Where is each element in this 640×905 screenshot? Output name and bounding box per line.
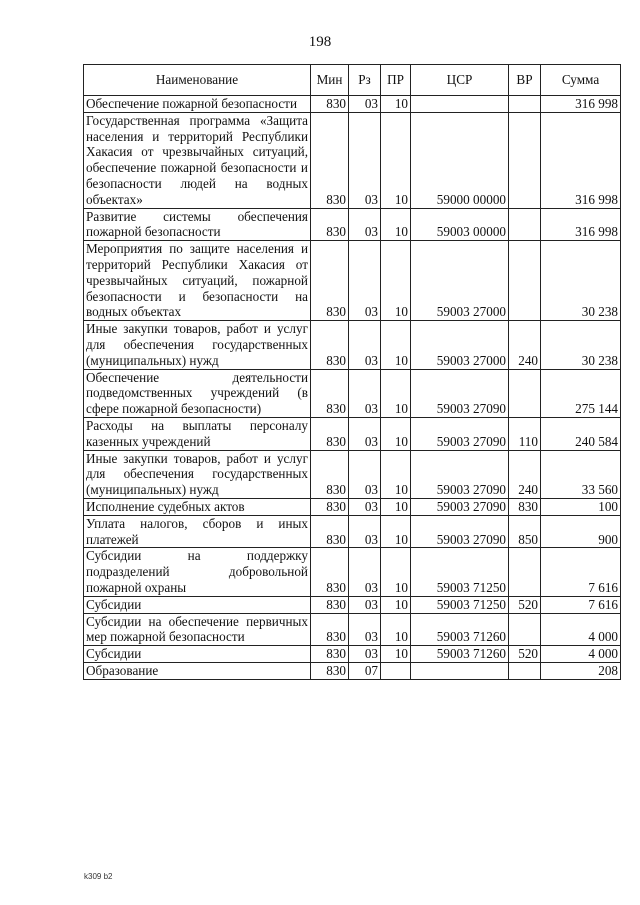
cell-pr: 10 — [381, 646, 411, 663]
header-vr: ВР — [509, 65, 541, 96]
cell-name: Развитие системы обеспечения пожарной безопасности — [84, 208, 311, 241]
cell-sum: 30 238 — [541, 241, 621, 321]
cell-pr: 10 — [381, 208, 411, 241]
cell-name: Расходы на выплаты персоналу казенных учреждений — [84, 417, 311, 450]
cell-name: Субсидии — [84, 596, 311, 613]
cell-min: 830 — [311, 369, 349, 417]
cell-csr: 59003 71250 — [411, 548, 509, 596]
table-row — [84, 646, 621, 663]
cell-rz: 03 — [349, 112, 381, 208]
cell-vr — [509, 662, 541, 679]
table-row — [84, 613, 621, 646]
cell-csr: 59003 00000 — [411, 208, 509, 241]
table-row — [84, 498, 621, 515]
table-body — [84, 96, 621, 680]
cell-min: 830 — [311, 515, 349, 548]
cell-sum: 900 — [541, 515, 621, 548]
footer-code: k309 b2 — [84, 872, 113, 881]
cell-csr — [411, 96, 509, 113]
cell-pr: 10 — [381, 369, 411, 417]
cell-min: 830 — [311, 96, 349, 113]
cell-csr: 59003 27090 — [411, 369, 509, 417]
cell-name: Обеспечение деятельности подведомственных учреждений (в сфере пожарной безопасности) — [84, 369, 311, 417]
cell-csr: 59003 27090 — [411, 450, 509, 498]
cell-vr: 520 — [509, 596, 541, 613]
cell-min: 830 — [311, 662, 349, 679]
cell-sum: 33 560 — [541, 450, 621, 498]
cell-sum: 316 998 — [541, 208, 621, 241]
cell-rz: 03 — [349, 450, 381, 498]
table-row — [84, 96, 621, 113]
cell-csr — [411, 662, 509, 679]
cell-csr: 59003 27090 — [411, 498, 509, 515]
cell-name: Образование — [84, 662, 311, 679]
cell-pr: 10 — [381, 498, 411, 515]
header-name: Наименование — [84, 65, 311, 96]
cell-pr: 10 — [381, 321, 411, 369]
cell-sum: 316 998 — [541, 112, 621, 208]
budget-table — [83, 64, 621, 680]
cell-vr: 240 — [509, 450, 541, 498]
cell-vr: 240 — [509, 321, 541, 369]
cell-pr — [381, 662, 411, 679]
table-row — [84, 321, 621, 369]
cell-min: 830 — [311, 548, 349, 596]
header-sum: Сумма — [541, 65, 621, 96]
cell-min: 830 — [311, 208, 349, 241]
cell-rz: 03 — [349, 646, 381, 663]
cell-sum: 316 998 — [541, 96, 621, 113]
table-row — [84, 662, 621, 679]
cell-pr: 10 — [381, 548, 411, 596]
cell-csr: 59000 00000 — [411, 112, 509, 208]
cell-vr: 850 — [509, 515, 541, 548]
cell-vr — [509, 369, 541, 417]
cell-csr: 59003 27000 — [411, 321, 509, 369]
cell-vr — [509, 613, 541, 646]
cell-name: Уплата налогов, сборов и иных платежей — [84, 515, 311, 548]
cell-pr: 10 — [381, 112, 411, 208]
cell-rz: 03 — [349, 417, 381, 450]
cell-name: Государственная программа «Защита населения и территорий Республики Хакасия от чрезвычайных ситуаций, обеспечение пожарной безопасности и безопасности людей на водных объектах» — [84, 112, 311, 208]
cell-csr: 59003 27090 — [411, 417, 509, 450]
cell-csr: 59003 71250 — [411, 596, 509, 613]
cell-sum: 208 — [541, 662, 621, 679]
cell-rz: 03 — [349, 498, 381, 515]
cell-csr: 59003 27090 — [411, 515, 509, 548]
cell-name: Обеспечение пожарной безопасности — [84, 96, 311, 113]
cell-rz: 03 — [349, 96, 381, 113]
cell-rz: 03 — [349, 369, 381, 417]
cell-min: 830 — [311, 596, 349, 613]
cell-vr — [509, 208, 541, 241]
cell-rz: 03 — [349, 548, 381, 596]
cell-csr: 59003 27000 — [411, 241, 509, 321]
cell-rz: 07 — [349, 662, 381, 679]
cell-rz: 03 — [349, 321, 381, 369]
table-row — [84, 241, 621, 321]
table-row — [84, 596, 621, 613]
cell-sum: 240 584 — [541, 417, 621, 450]
cell-sum: 30 238 — [541, 321, 621, 369]
cell-rz: 03 — [349, 596, 381, 613]
table-row — [84, 208, 621, 241]
cell-vr: 830 — [509, 498, 541, 515]
cell-vr: 110 — [509, 417, 541, 450]
cell-pr: 10 — [381, 241, 411, 321]
cell-vr: 520 — [509, 646, 541, 663]
cell-vr — [509, 548, 541, 596]
cell-name: Иные закупки товаров, работ и услуг для обеспечения государственных (муниципальных) нужд — [84, 450, 311, 498]
page-number: 198 — [308, 34, 332, 50]
header-row — [84, 65, 621, 96]
cell-csr: 59003 71260 — [411, 646, 509, 663]
cell-sum: 4 000 — [541, 613, 621, 646]
cell-min: 830 — [311, 613, 349, 646]
cell-rz: 03 — [349, 515, 381, 548]
cell-pr: 10 — [381, 515, 411, 548]
cell-pr: 10 — [381, 596, 411, 613]
table-row — [84, 369, 621, 417]
cell-rz: 03 — [349, 208, 381, 241]
cell-csr: 59003 71260 — [411, 613, 509, 646]
cell-min: 830 — [311, 112, 349, 208]
cell-sum: 7 616 — [541, 548, 621, 596]
header-rz: Рз — [349, 65, 381, 96]
cell-name: Исполнение судебных актов — [84, 498, 311, 515]
cell-sum: 7 616 — [541, 596, 621, 613]
table-row — [84, 515, 621, 548]
cell-name: Иные закупки товаров, работ и услуг для обеспечения государственных (муниципальных) нужд — [84, 321, 311, 369]
cell-pr: 10 — [381, 96, 411, 113]
cell-vr — [509, 241, 541, 321]
cell-pr: 10 — [381, 450, 411, 498]
cell-name: Субсидии — [84, 646, 311, 663]
table-row — [84, 112, 621, 208]
header-pr: ПР — [381, 65, 411, 96]
cell-name: Субсидии на поддержку подразделений добровольной пожарной охраны — [84, 548, 311, 596]
cell-min: 830 — [311, 646, 349, 663]
cell-pr: 10 — [381, 613, 411, 646]
cell-min: 830 — [311, 450, 349, 498]
cell-sum: 100 — [541, 498, 621, 515]
cell-min: 830 — [311, 417, 349, 450]
cell-name: Мероприятия по защите населения и территорий Республики Хакасия от чрезвычайных ситуаций, пожарной безопасности и безопасности на водных объектах — [84, 241, 311, 321]
header-csr: ЦСР — [411, 65, 509, 96]
cell-pr: 10 — [381, 417, 411, 450]
table-row — [84, 450, 621, 498]
cell-sum: 275 144 — [541, 369, 621, 417]
cell-min: 830 — [311, 321, 349, 369]
cell-rz: 03 — [349, 613, 381, 646]
header-min: Мин — [311, 65, 349, 96]
table-row — [84, 548, 621, 596]
cell-rz: 03 — [349, 241, 381, 321]
cell-name: Субсидии на обеспечение первичных мер пожарной безопасности — [84, 613, 311, 646]
cell-vr — [509, 96, 541, 113]
cell-sum: 4 000 — [541, 646, 621, 663]
cell-vr — [509, 112, 541, 208]
cell-min: 830 — [311, 498, 349, 515]
table-row — [84, 417, 621, 450]
cell-min: 830 — [311, 241, 349, 321]
